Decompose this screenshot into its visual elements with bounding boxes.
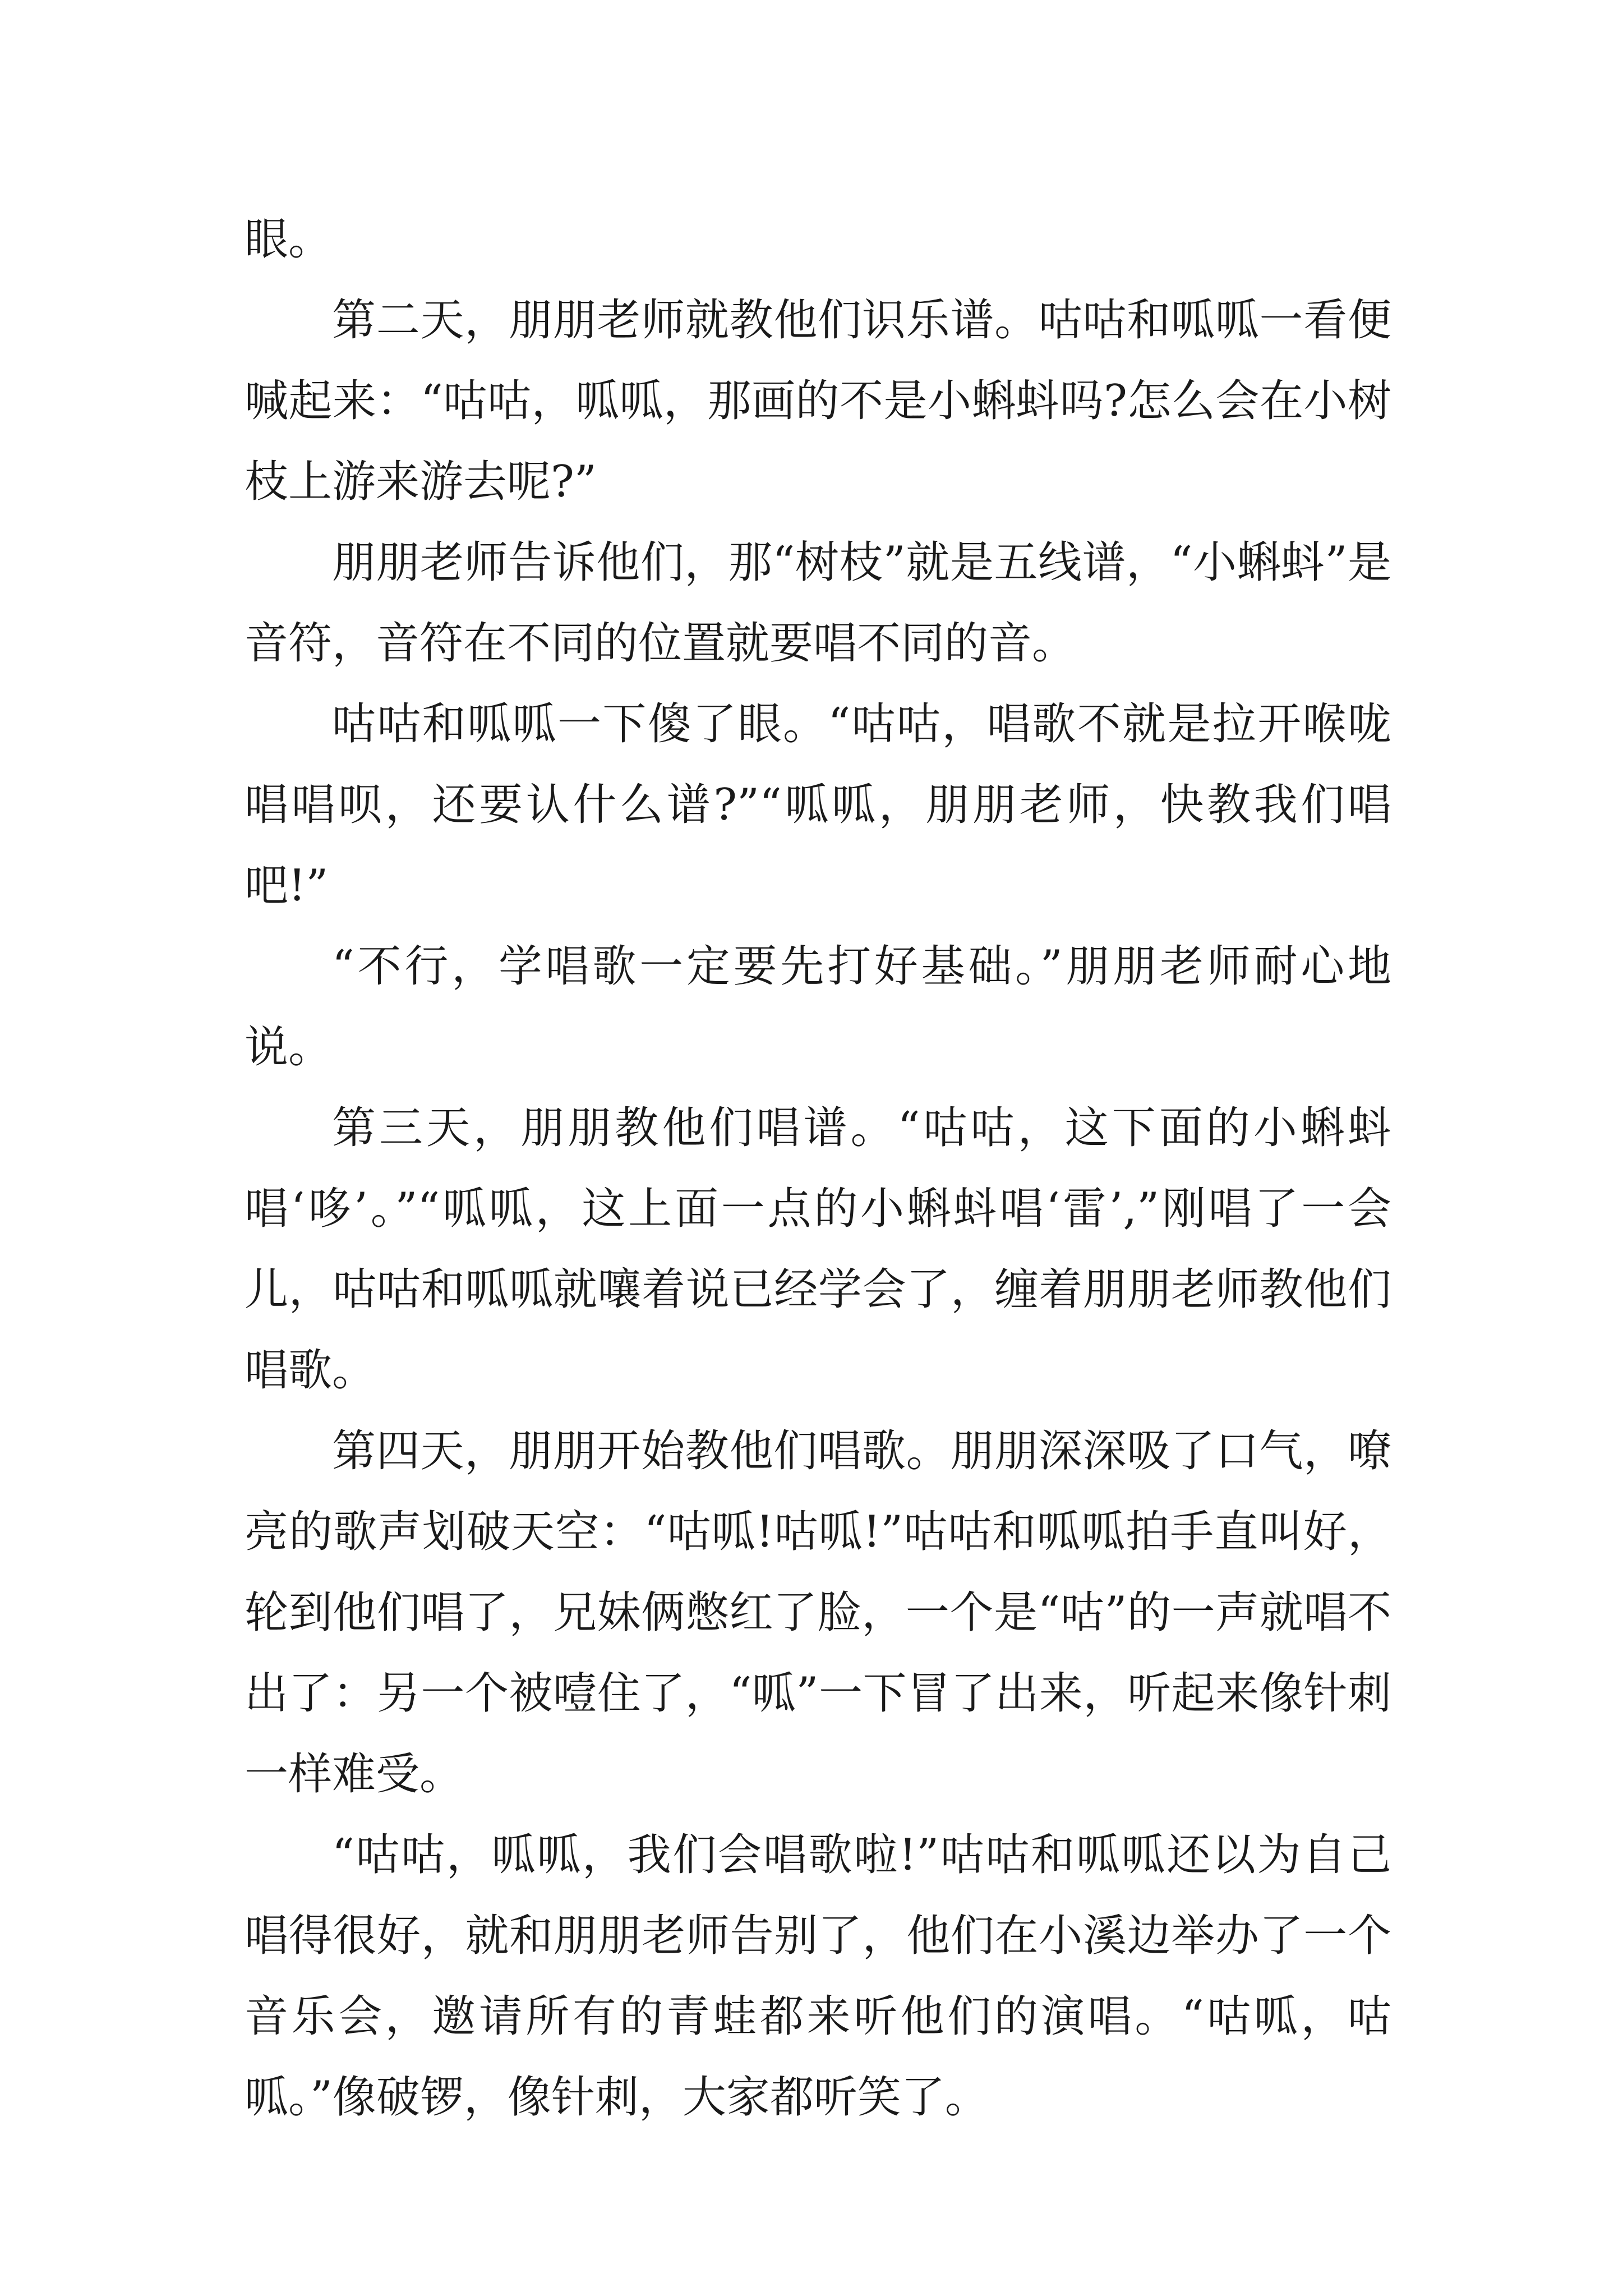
paragraph-8: “咕咕，呱呱，我们会唱歌啦!”咕咕和呱呱还以为自己唱得很好，就和朋朋老师告别了，他们在小溪边举办了一个音乐会，邀请所有的青蛙都来听他们的演唱。“咕呱，咕呱。”像破锣，像针刺，大家都听笑了。	[245, 1830, 1391, 2123]
paragraph-4: 咕咕和呱呱一下傻了眼。“咕咕，唱歌不就是拉开喉咙唱唱呗，还要认什么谱?”“呱呱，朋朋老师，快教我们唱吧!”	[245, 699, 1391, 911]
paragraph-1: 眼。	[245, 214, 333, 265]
paragraph-6: 第三天，朋朋教他们唱谱。“咕咕，这下面的小蝌蚪唱‘哆’。”“呱呱，这上面一点的小蝌蚪唱‘雷’,”刚唱了一会儿，咕咕和呱呱就嚷着说已经学会了，缠着朋朋老师教他们唱歌。	[245, 1103, 1391, 1396]
paragraph-5: “不行，学唱歌一定要先打好基础。”朋朋老师耐心地说。	[245, 941, 1391, 1073]
document-page	[245, 199, 1391, 2138]
paragraph-7: 第四天，朋朋开始教他们唱歌。朋朋深深吸了口气，嘹亮的歌声划破天空：“咕呱!咕呱!”咕咕和呱呱拍手直叫好，轮到他们唱了，兄妹俩憋红了脸，一个是“咕”的一声就唱不出了：另一个被噎住了，“呱”一下冒了出来，听起来像针刺一样难受。	[245, 1426, 1391, 1800]
paragraph-2: 第二天，朋朋老师就教他们识乐谱。咕咕和呱呱一看便喊起来：“咕咕，呱呱，那画的不是小蝌蚪吗?怎么会在小树枝上游来游去呢?”	[245, 295, 1391, 507]
paragraph-3: 朋朋老师告诉他们，那“树枝”就是五线谱，“小蝌蚪”是音符，音符在不同的位置就要唱不同的音。	[245, 537, 1391, 669]
